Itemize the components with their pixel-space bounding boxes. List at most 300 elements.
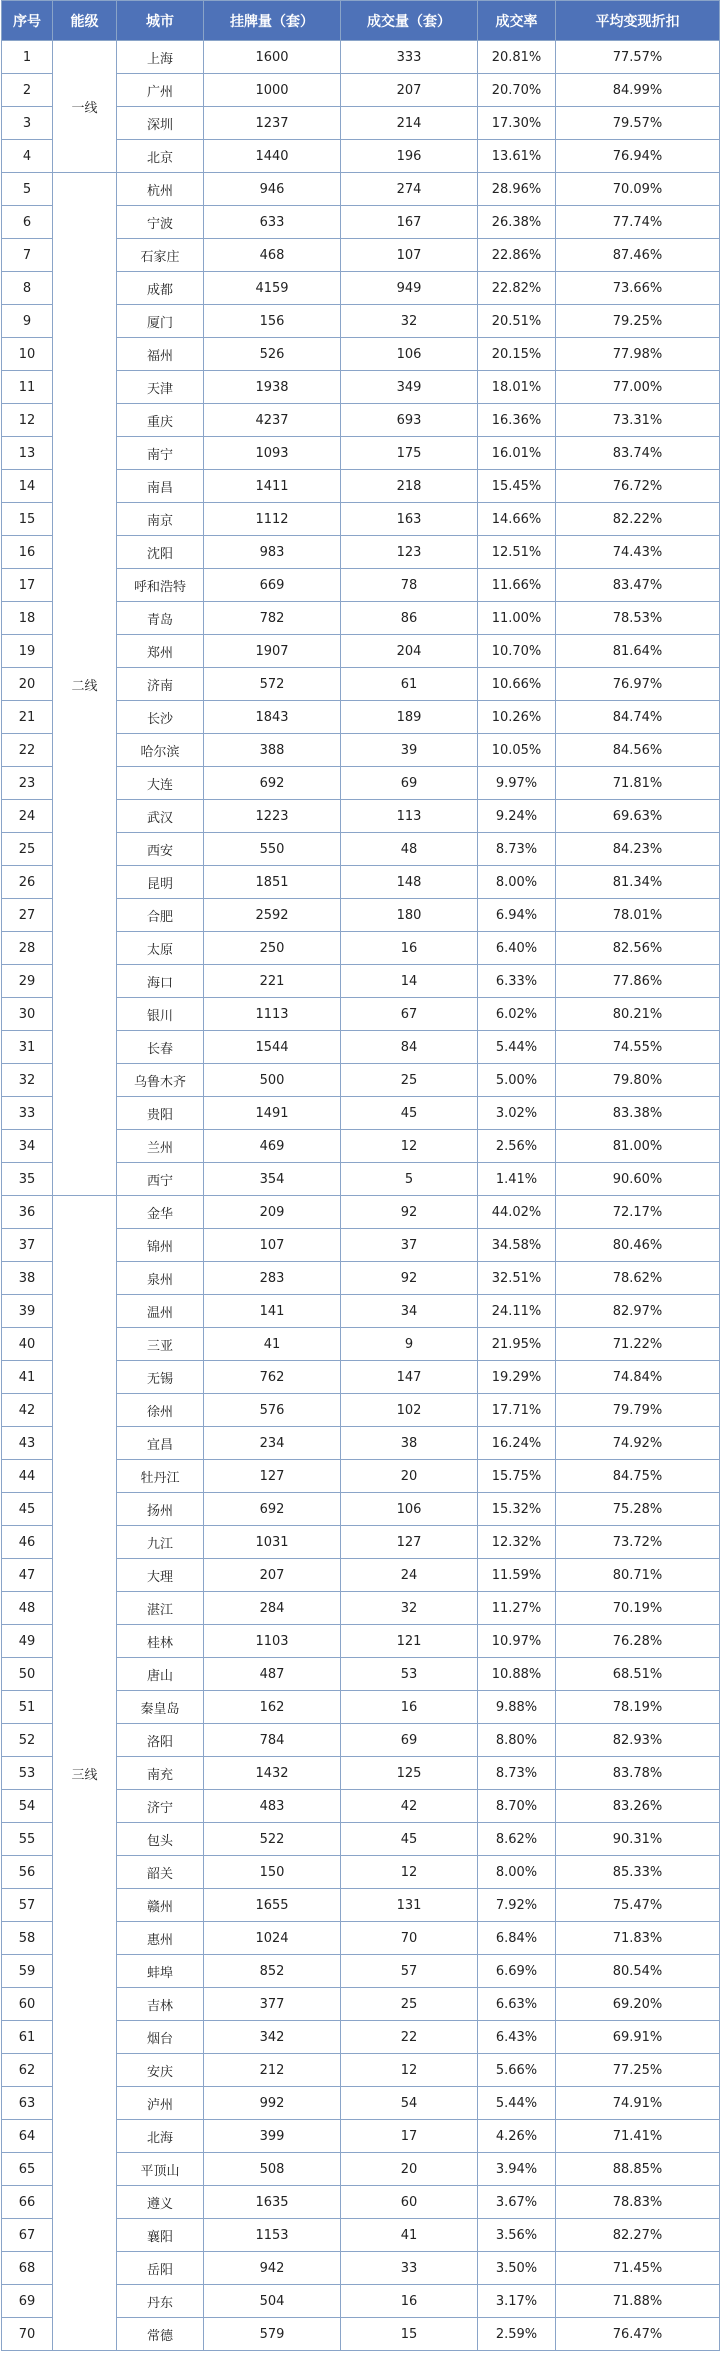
cell-listings: 221 [204, 965, 341, 998]
cell-deals: 333 [341, 41, 478, 74]
cell-index: 42 [2, 1394, 53, 1427]
cell-deal-rate: 3.02% [478, 1097, 556, 1130]
cell-listings: 1153 [204, 2219, 341, 2252]
cell-listings: 942 [204, 2252, 341, 2285]
cell-deal-rate: 2.59% [478, 2318, 556, 2351]
cell-city: 桂林 [117, 1625, 204, 1658]
cell-deals: 12 [341, 1130, 478, 1163]
cell-deal-rate: 5.44% [478, 1031, 556, 1064]
cell-city: 惠州 [117, 1922, 204, 1955]
cell-listings: 579 [204, 2318, 341, 2351]
cell-index: 60 [2, 1988, 53, 2021]
cell-index: 61 [2, 2021, 53, 2054]
cell-index: 70 [2, 2318, 53, 2351]
cell-index: 37 [2, 1229, 53, 1262]
table-row [2, 41, 720, 74]
cell-deal-rate: 28.96% [478, 173, 556, 206]
cell-avg-discount: 88.85% [556, 2153, 720, 2186]
cell-index: 10 [2, 338, 53, 371]
cell-city: 唐山 [117, 1658, 204, 1691]
cell-deal-rate: 8.80% [478, 1724, 556, 1757]
cell-deals: 127 [341, 1526, 478, 1559]
header-deals: 成交量（套） [341, 1, 478, 41]
cell-index: 54 [2, 1790, 53, 1823]
cell-deals: 69 [341, 1724, 478, 1757]
cell-avg-discount: 80.71% [556, 1559, 720, 1592]
cell-avg-discount: 71.88% [556, 2285, 720, 2318]
cell-deal-rate: 11.00% [478, 602, 556, 635]
cell-deal-rate: 17.71% [478, 1394, 556, 1427]
cell-city: 大连 [117, 767, 204, 800]
cell-deal-rate: 44.02% [478, 1196, 556, 1229]
cell-avg-discount: 74.84% [556, 1361, 720, 1394]
cell-listings: 1093 [204, 437, 341, 470]
cell-index: 64 [2, 2120, 53, 2153]
cell-avg-discount: 78.19% [556, 1691, 720, 1724]
cell-deals: 20 [341, 2153, 478, 2186]
cell-deals: 5 [341, 1163, 478, 1196]
cell-city: 大理 [117, 1559, 204, 1592]
cell-deals: 41 [341, 2219, 478, 2252]
cell-city: 南充 [117, 1757, 204, 1790]
cell-deals: 113 [341, 800, 478, 833]
cell-deal-rate: 10.05% [478, 734, 556, 767]
cell-listings: 1544 [204, 1031, 341, 1064]
cell-deal-rate: 16.01% [478, 437, 556, 470]
cell-avg-discount: 72.17% [556, 1196, 720, 1229]
cell-city: 重庆 [117, 404, 204, 437]
cell-deals: 349 [341, 371, 478, 404]
cell-deal-rate: 11.27% [478, 1592, 556, 1625]
cell-index: 57 [2, 1889, 53, 1922]
cell-listings: 576 [204, 1394, 341, 1427]
cell-deals: 92 [341, 1196, 478, 1229]
cell-listings: 1440 [204, 140, 341, 173]
cell-deals: 204 [341, 635, 478, 668]
cell-index: 3 [2, 107, 53, 140]
cell-listings: 526 [204, 338, 341, 371]
cell-deals: 32 [341, 1592, 478, 1625]
cell-avg-discount: 79.57% [556, 107, 720, 140]
cell-avg-discount: 83.78% [556, 1757, 720, 1790]
cell-deal-rate: 9.88% [478, 1691, 556, 1724]
cell-city: 太原 [117, 932, 204, 965]
cell-deal-rate: 32.51% [478, 1262, 556, 1295]
table-body [2, 41, 720, 2351]
cell-index: 23 [2, 767, 53, 800]
cell-deal-rate: 16.36% [478, 404, 556, 437]
cell-avg-discount: 83.74% [556, 437, 720, 470]
cell-index: 4 [2, 140, 53, 173]
cell-avg-discount: 90.60% [556, 1163, 720, 1196]
cell-listings: 1000 [204, 74, 341, 107]
cell-index: 28 [2, 932, 53, 965]
cell-listings: 141 [204, 1295, 341, 1328]
cell-listings: 487 [204, 1658, 341, 1691]
cell-deals: 207 [341, 74, 478, 107]
cell-avg-discount: 83.26% [556, 1790, 720, 1823]
cell-deals: 33 [341, 2252, 478, 2285]
cell-city: 泸州 [117, 2087, 204, 2120]
cell-deals: 163 [341, 503, 478, 536]
cell-deal-rate: 14.66% [478, 503, 556, 536]
cell-index: 46 [2, 1526, 53, 1559]
cell-deals: 274 [341, 173, 478, 206]
cell-city: 平顶山 [117, 2153, 204, 2186]
cell-deals: 20 [341, 1460, 478, 1493]
cell-avg-discount: 73.72% [556, 1526, 720, 1559]
cell-listings: 633 [204, 206, 341, 239]
cell-deal-rate: 12.51% [478, 536, 556, 569]
cell-index: 56 [2, 1856, 53, 1889]
cell-deals: 107 [341, 239, 478, 272]
cell-deals: 25 [341, 1988, 478, 2021]
cell-listings: 284 [204, 1592, 341, 1625]
cell-deals: 16 [341, 932, 478, 965]
cell-deal-rate: 7.92% [478, 1889, 556, 1922]
cell-deals: 17 [341, 2120, 478, 2153]
cell-tier: 二线 [53, 173, 117, 1196]
cell-deal-rate: 5.44% [478, 2087, 556, 2120]
cell-index: 62 [2, 2054, 53, 2087]
cell-city: 贵阳 [117, 1097, 204, 1130]
cell-listings: 1113 [204, 998, 341, 1031]
cell-deals: 70 [341, 1922, 478, 1955]
cell-city: 南昌 [117, 470, 204, 503]
cell-city: 襄阳 [117, 2219, 204, 2252]
cell-avg-discount: 82.27% [556, 2219, 720, 2252]
cell-deals: 131 [341, 1889, 478, 1922]
cell-index: 7 [2, 239, 53, 272]
cell-deals: 60 [341, 2186, 478, 2219]
cell-listings: 41 [204, 1328, 341, 1361]
cell-deals: 106 [341, 1493, 478, 1526]
cell-deals: 14 [341, 965, 478, 998]
cell-deals: 12 [341, 2054, 478, 2087]
cell-avg-discount: 84.75% [556, 1460, 720, 1493]
cell-listings: 983 [204, 536, 341, 569]
cell-avg-discount: 81.34% [556, 866, 720, 899]
cell-avg-discount: 84.99% [556, 74, 720, 107]
cell-index: 1 [2, 41, 53, 74]
cell-index: 11 [2, 371, 53, 404]
cell-listings: 1491 [204, 1097, 341, 1130]
cell-avg-discount: 82.97% [556, 1295, 720, 1328]
cell-listings: 1112 [204, 503, 341, 536]
cell-city: 烟台 [117, 2021, 204, 2054]
cell-deal-rate: 8.73% [478, 833, 556, 866]
cell-index: 26 [2, 866, 53, 899]
cell-avg-discount: 78.83% [556, 2186, 720, 2219]
cell-index: 6 [2, 206, 53, 239]
cell-city: 洛阳 [117, 1724, 204, 1757]
cell-deal-rate: 3.17% [478, 2285, 556, 2318]
cell-listings: 483 [204, 1790, 341, 1823]
cell-avg-discount: 80.54% [556, 1955, 720, 1988]
cell-city: 锦州 [117, 1229, 204, 1262]
header-index: 序号 [2, 1, 53, 41]
cell-avg-discount: 71.45% [556, 2252, 720, 2285]
cell-deal-rate: 3.67% [478, 2186, 556, 2219]
cell-city: 成都 [117, 272, 204, 305]
cell-deal-rate: 1.41% [478, 1163, 556, 1196]
cell-deals: 125 [341, 1757, 478, 1790]
cell-index: 36 [2, 1196, 53, 1229]
cell-city: 岳阳 [117, 2252, 204, 2285]
cell-deal-rate: 11.59% [478, 1559, 556, 1592]
cell-deals: 38 [341, 1427, 478, 1460]
cell-deals: 69 [341, 767, 478, 800]
cell-city: 湛江 [117, 1592, 204, 1625]
cell-listings: 162 [204, 1691, 341, 1724]
cell-avg-discount: 78.01% [556, 899, 720, 932]
cell-avg-discount: 82.56% [556, 932, 720, 965]
cell-listings: 1411 [204, 470, 341, 503]
cell-deals: 86 [341, 602, 478, 635]
cell-city: 长春 [117, 1031, 204, 1064]
cell-deals: 123 [341, 536, 478, 569]
cell-deal-rate: 20.81% [478, 41, 556, 74]
cell-deal-rate: 11.66% [478, 569, 556, 602]
cell-listings: 669 [204, 569, 341, 602]
cell-listings: 1237 [204, 107, 341, 140]
cell-index: 45 [2, 1493, 53, 1526]
cell-deal-rate: 9.24% [478, 800, 556, 833]
cell-city: 赣州 [117, 1889, 204, 1922]
cell-deal-rate: 12.32% [478, 1526, 556, 1559]
table-row [2, 173, 720, 206]
cell-avg-discount: 83.38% [556, 1097, 720, 1130]
cell-index: 69 [2, 2285, 53, 2318]
cell-avg-discount: 74.92% [556, 1427, 720, 1460]
cell-deal-rate: 18.01% [478, 371, 556, 404]
cell-avg-discount: 75.47% [556, 1889, 720, 1922]
cell-index: 63 [2, 2087, 53, 2120]
cell-avg-discount: 76.28% [556, 1625, 720, 1658]
cell-listings: 107 [204, 1229, 341, 1262]
cell-avg-discount: 71.22% [556, 1328, 720, 1361]
cell-city: 济宁 [117, 1790, 204, 1823]
cell-index: 41 [2, 1361, 53, 1394]
cell-deal-rate: 15.45% [478, 470, 556, 503]
cell-listings: 388 [204, 734, 341, 767]
cell-deals: 53 [341, 1658, 478, 1691]
cell-index: 59 [2, 1955, 53, 1988]
cell-city: 包头 [117, 1823, 204, 1856]
cell-index: 25 [2, 833, 53, 866]
cell-deal-rate: 6.40% [478, 932, 556, 965]
cell-deal-rate: 9.97% [478, 767, 556, 800]
cell-deals: 78 [341, 569, 478, 602]
cell-city: 泉州 [117, 1262, 204, 1295]
cell-city: 杭州 [117, 173, 204, 206]
cell-index: 68 [2, 2252, 53, 2285]
cell-index: 48 [2, 1592, 53, 1625]
cell-listings: 1851 [204, 866, 341, 899]
cell-index: 38 [2, 1262, 53, 1295]
cell-listings: 377 [204, 1988, 341, 2021]
cell-city: 韶关 [117, 1856, 204, 1889]
cell-city: 遵义 [117, 2186, 204, 2219]
cell-city: 秦皇岛 [117, 1691, 204, 1724]
cell-avg-discount: 69.63% [556, 800, 720, 833]
cell-index: 49 [2, 1625, 53, 1658]
cell-deal-rate: 22.82% [478, 272, 556, 305]
cell-city: 合肥 [117, 899, 204, 932]
cell-avg-discount: 77.25% [556, 2054, 720, 2087]
cell-city: 丹东 [117, 2285, 204, 2318]
cell-city: 哈尔滨 [117, 734, 204, 767]
cell-listings: 283 [204, 1262, 341, 1295]
cell-listings: 212 [204, 2054, 341, 2087]
cell-city: 昆明 [117, 866, 204, 899]
cell-listings: 550 [204, 833, 341, 866]
cell-deal-rate: 6.84% [478, 1922, 556, 1955]
cell-avg-discount: 85.33% [556, 1856, 720, 1889]
cell-deal-rate: 10.70% [478, 635, 556, 668]
cell-city: 深圳 [117, 107, 204, 140]
cell-deal-rate: 21.95% [478, 1328, 556, 1361]
cell-city: 徐州 [117, 1394, 204, 1427]
cell-deal-rate: 3.56% [478, 2219, 556, 2252]
cell-deal-rate: 3.94% [478, 2153, 556, 2186]
cell-deal-rate: 16.24% [478, 1427, 556, 1460]
cell-deals: 39 [341, 734, 478, 767]
cell-city: 广州 [117, 74, 204, 107]
cell-avg-discount: 70.09% [556, 173, 720, 206]
cell-deal-rate: 24.11% [478, 1295, 556, 1328]
cell-index: 58 [2, 1922, 53, 1955]
cell-city: 牡丹江 [117, 1460, 204, 1493]
cell-avg-discount: 77.74% [556, 206, 720, 239]
cell-avg-discount: 75.28% [556, 1493, 720, 1526]
cell-city: 宜昌 [117, 1427, 204, 1460]
cell-avg-discount: 79.79% [556, 1394, 720, 1427]
cell-avg-discount: 74.43% [556, 536, 720, 569]
city-data-table [1, 0, 720, 2351]
cell-avg-discount: 87.46% [556, 239, 720, 272]
cell-avg-discount: 78.62% [556, 1262, 720, 1295]
cell-deals: 92 [341, 1262, 478, 1295]
cell-index: 30 [2, 998, 53, 1031]
cell-index: 20 [2, 668, 53, 701]
cell-deals: 189 [341, 701, 478, 734]
cell-avg-discount: 76.97% [556, 668, 720, 701]
cell-avg-discount: 71.81% [556, 767, 720, 800]
cell-index: 29 [2, 965, 53, 998]
cell-listings: 1635 [204, 2186, 341, 2219]
cell-index: 19 [2, 635, 53, 668]
cell-deals: 16 [341, 1691, 478, 1724]
cell-index: 31 [2, 1031, 53, 1064]
cell-deal-rate: 10.66% [478, 668, 556, 701]
header-deal-rate: 成交率 [478, 1, 556, 41]
cell-avg-discount: 82.22% [556, 503, 720, 536]
cell-avg-discount: 79.25% [556, 305, 720, 338]
cell-listings: 692 [204, 1493, 341, 1526]
cell-listings: 992 [204, 2087, 341, 2120]
cell-index: 22 [2, 734, 53, 767]
cell-deals: 45 [341, 1097, 478, 1130]
cell-index: 65 [2, 2153, 53, 2186]
cell-listings: 469 [204, 1130, 341, 1163]
cell-avg-discount: 69.20% [556, 1988, 720, 2021]
cell-deals: 175 [341, 437, 478, 470]
header-avg-discount: 平均变现折扣 [556, 1, 720, 41]
cell-index: 35 [2, 1163, 53, 1196]
cell-avg-discount: 83.47% [556, 569, 720, 602]
cell-city: 扬州 [117, 1493, 204, 1526]
cell-avg-discount: 74.55% [556, 1031, 720, 1064]
cell-city: 蚌埠 [117, 1955, 204, 1988]
cell-listings: 1031 [204, 1526, 341, 1559]
cell-deals: 25 [341, 1064, 478, 1097]
cell-deal-rate: 34.58% [478, 1229, 556, 1262]
cell-listings: 342 [204, 2021, 341, 2054]
cell-deals: 167 [341, 206, 478, 239]
cell-city: 呼和浩特 [117, 569, 204, 602]
cell-city: 宁波 [117, 206, 204, 239]
cell-listings: 1907 [204, 635, 341, 668]
cell-listings: 1938 [204, 371, 341, 404]
cell-listings: 468 [204, 239, 341, 272]
cell-city: 长沙 [117, 701, 204, 734]
cell-index: 12 [2, 404, 53, 437]
cell-city: 上海 [117, 41, 204, 74]
cell-avg-discount: 82.93% [556, 1724, 720, 1757]
cell-index: 13 [2, 437, 53, 470]
cell-city: 厦门 [117, 305, 204, 338]
cell-index: 21 [2, 701, 53, 734]
cell-index: 18 [2, 602, 53, 635]
cell-avg-discount: 78.53% [556, 602, 720, 635]
cell-index: 16 [2, 536, 53, 569]
cell-city: 郑州 [117, 635, 204, 668]
cell-city: 三亚 [117, 1328, 204, 1361]
cell-listings: 504 [204, 2285, 341, 2318]
cell-tier: 三线 [53, 1196, 117, 2351]
cell-listings: 4237 [204, 404, 341, 437]
cell-avg-discount: 84.74% [556, 701, 720, 734]
cell-listings: 1024 [204, 1922, 341, 1955]
cell-avg-discount: 80.46% [556, 1229, 720, 1262]
cell-deal-rate: 10.97% [478, 1625, 556, 1658]
cell-listings: 500 [204, 1064, 341, 1097]
cell-city: 九江 [117, 1526, 204, 1559]
cell-deal-rate: 20.15% [478, 338, 556, 371]
cell-deals: 84 [341, 1031, 478, 1064]
cell-listings: 1103 [204, 1625, 341, 1658]
cell-deal-rate: 20.51% [478, 305, 556, 338]
cell-deals: 147 [341, 1361, 478, 1394]
cell-index: 67 [2, 2219, 53, 2252]
cell-listings: 150 [204, 1856, 341, 1889]
cell-deal-rate: 6.43% [478, 2021, 556, 2054]
cell-listings: 508 [204, 2153, 341, 2186]
cell-deal-rate: 19.29% [478, 1361, 556, 1394]
cell-index: 39 [2, 1295, 53, 1328]
cell-deals: 196 [341, 140, 478, 173]
cell-index: 50 [2, 1658, 53, 1691]
cell-index: 5 [2, 173, 53, 206]
cell-deals: 9 [341, 1328, 478, 1361]
cell-index: 43 [2, 1427, 53, 1460]
cell-deal-rate: 6.69% [478, 1955, 556, 1988]
cell-index: 32 [2, 1064, 53, 1097]
cell-deals: 34 [341, 1295, 478, 1328]
cell-avg-discount: 90.31% [556, 1823, 720, 1856]
cell-listings: 1843 [204, 701, 341, 734]
